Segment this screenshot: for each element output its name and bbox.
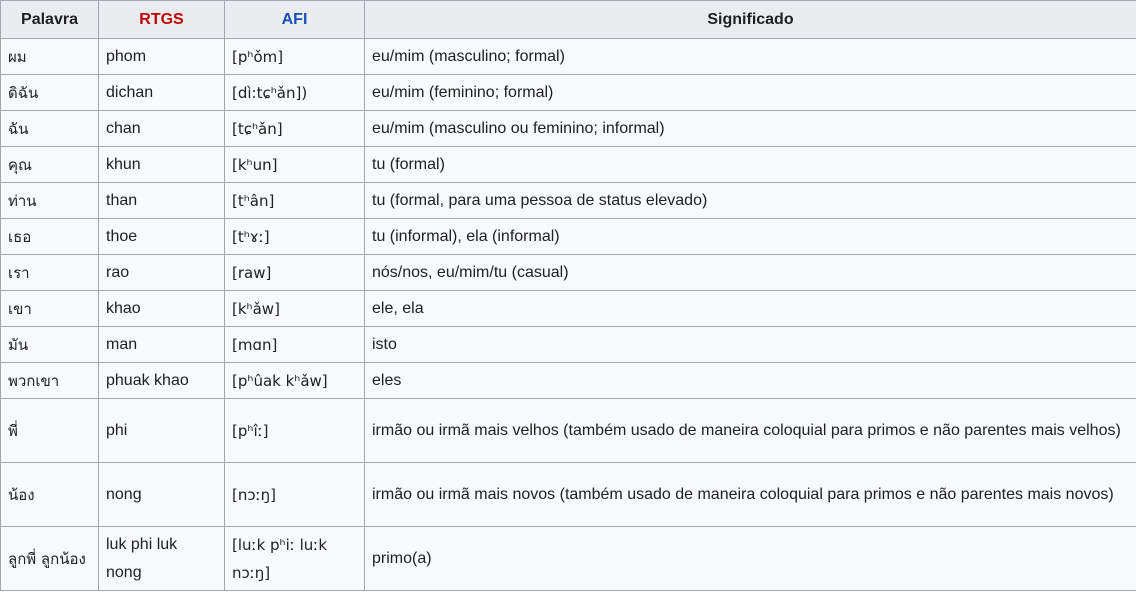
table-row [1,527,1136,591]
cell-rtgs: nong [99,463,225,527]
cell-rtgs: phuak khao [99,363,225,399]
cell-rtgs: rao [99,255,225,291]
cell-afi: [luːk pʰiː luːk nɔːŋ] [225,527,365,591]
cell-rtgs: than [99,183,225,219]
cell-significado: isto [365,327,1136,363]
cell-significado: tu (informal), ela (informal) [365,219,1136,255]
cell-palavra: เธอ [1,219,99,255]
cell-significado: tu (formal, para uma pessoa de status elevado) [365,183,1136,219]
cell-palavra: ลูกพี่ ลูกน้อง [1,527,99,591]
table-row [1,75,1136,111]
cell-significado: eu/mim (masculino ou feminino; informal) [365,111,1136,147]
table-header-row [1,1,1136,39]
cell-significado: eles [365,363,1136,399]
cell-afi: [nɔːŋ] [225,463,365,527]
cell-palavra: เรา [1,255,99,291]
cell-significado: eu/mim (masculino; formal) [365,39,1136,75]
table-row [1,219,1136,255]
cell-palavra: ฉัน [1,111,99,147]
cell-rtgs: luk phi luk nong [99,527,225,591]
cell-palavra: เขา [1,291,99,327]
cell-rtgs: khao [99,291,225,327]
cell-palavra: ผม [1,39,99,75]
cell-afi: [pʰîː] [225,399,365,463]
cell-significado: tu (formal) [365,147,1136,183]
table-row [1,399,1136,463]
cell-afi: [pʰǒm] [225,39,365,75]
cell-afi: [kʰǎw] [225,291,365,327]
cell-afi: [raw] [225,255,365,291]
table-row [1,255,1136,291]
cell-afi: [kʰun] [225,147,365,183]
cell-significado: nós/nos, eu/mim/tu (casual) [365,255,1136,291]
table-row [1,183,1136,219]
cell-palavra: พวกเขา [1,363,99,399]
cell-rtgs: chan [99,111,225,147]
table-row [1,327,1136,363]
cell-afi: [tʰɤː] [225,219,365,255]
cell-significado: ele, ela [365,291,1136,327]
cell-palavra: น้อง [1,463,99,527]
cell-palavra: คุณ [1,147,99,183]
table-row [1,147,1136,183]
cell-rtgs: khun [99,147,225,183]
cell-rtgs: man [99,327,225,363]
cell-palavra: ดิฉัน [1,75,99,111]
cell-rtgs: dichan [99,75,225,111]
cell-afi: [pʰûak kʰǎw] [225,363,365,399]
table-row [1,111,1136,147]
cell-significado: primo(a) [365,527,1136,591]
cell-palavra: พี่ [1,399,99,463]
cell-palavra: มัน [1,327,99,363]
cell-rtgs: thoe [99,219,225,255]
table-row [1,39,1136,75]
table-row [1,291,1136,327]
header-afi[interactable]: AFI [225,1,365,39]
table-row [1,463,1136,527]
cell-significado: irmão ou irmã mais velhos (também usado de maneira coloquial para primos e não parentes mais velhos) [365,399,1136,463]
cell-significado: eu/mim (feminino; formal) [365,75,1136,111]
header-palavra[interactable]: Palavra [1,1,99,39]
cell-afi: [tɕʰǎn] [225,111,365,147]
table-row [1,363,1136,399]
cell-significado: irmão ou irmã mais novos (também usado de maneira coloquial para primos e não parentes mais novos) [365,463,1136,527]
header-significado[interactable]: Significado [365,1,1136,39]
cell-rtgs: phom [99,39,225,75]
cell-afi: [mɑn] [225,327,365,363]
cell-afi: [dì:tɕʰǎn]) [225,75,365,111]
cell-rtgs: phi [99,399,225,463]
cell-palavra: ท่าน [1,183,99,219]
cell-afi: [tʰân] [225,183,365,219]
header-rtgs[interactable]: RTGS [99,1,225,39]
